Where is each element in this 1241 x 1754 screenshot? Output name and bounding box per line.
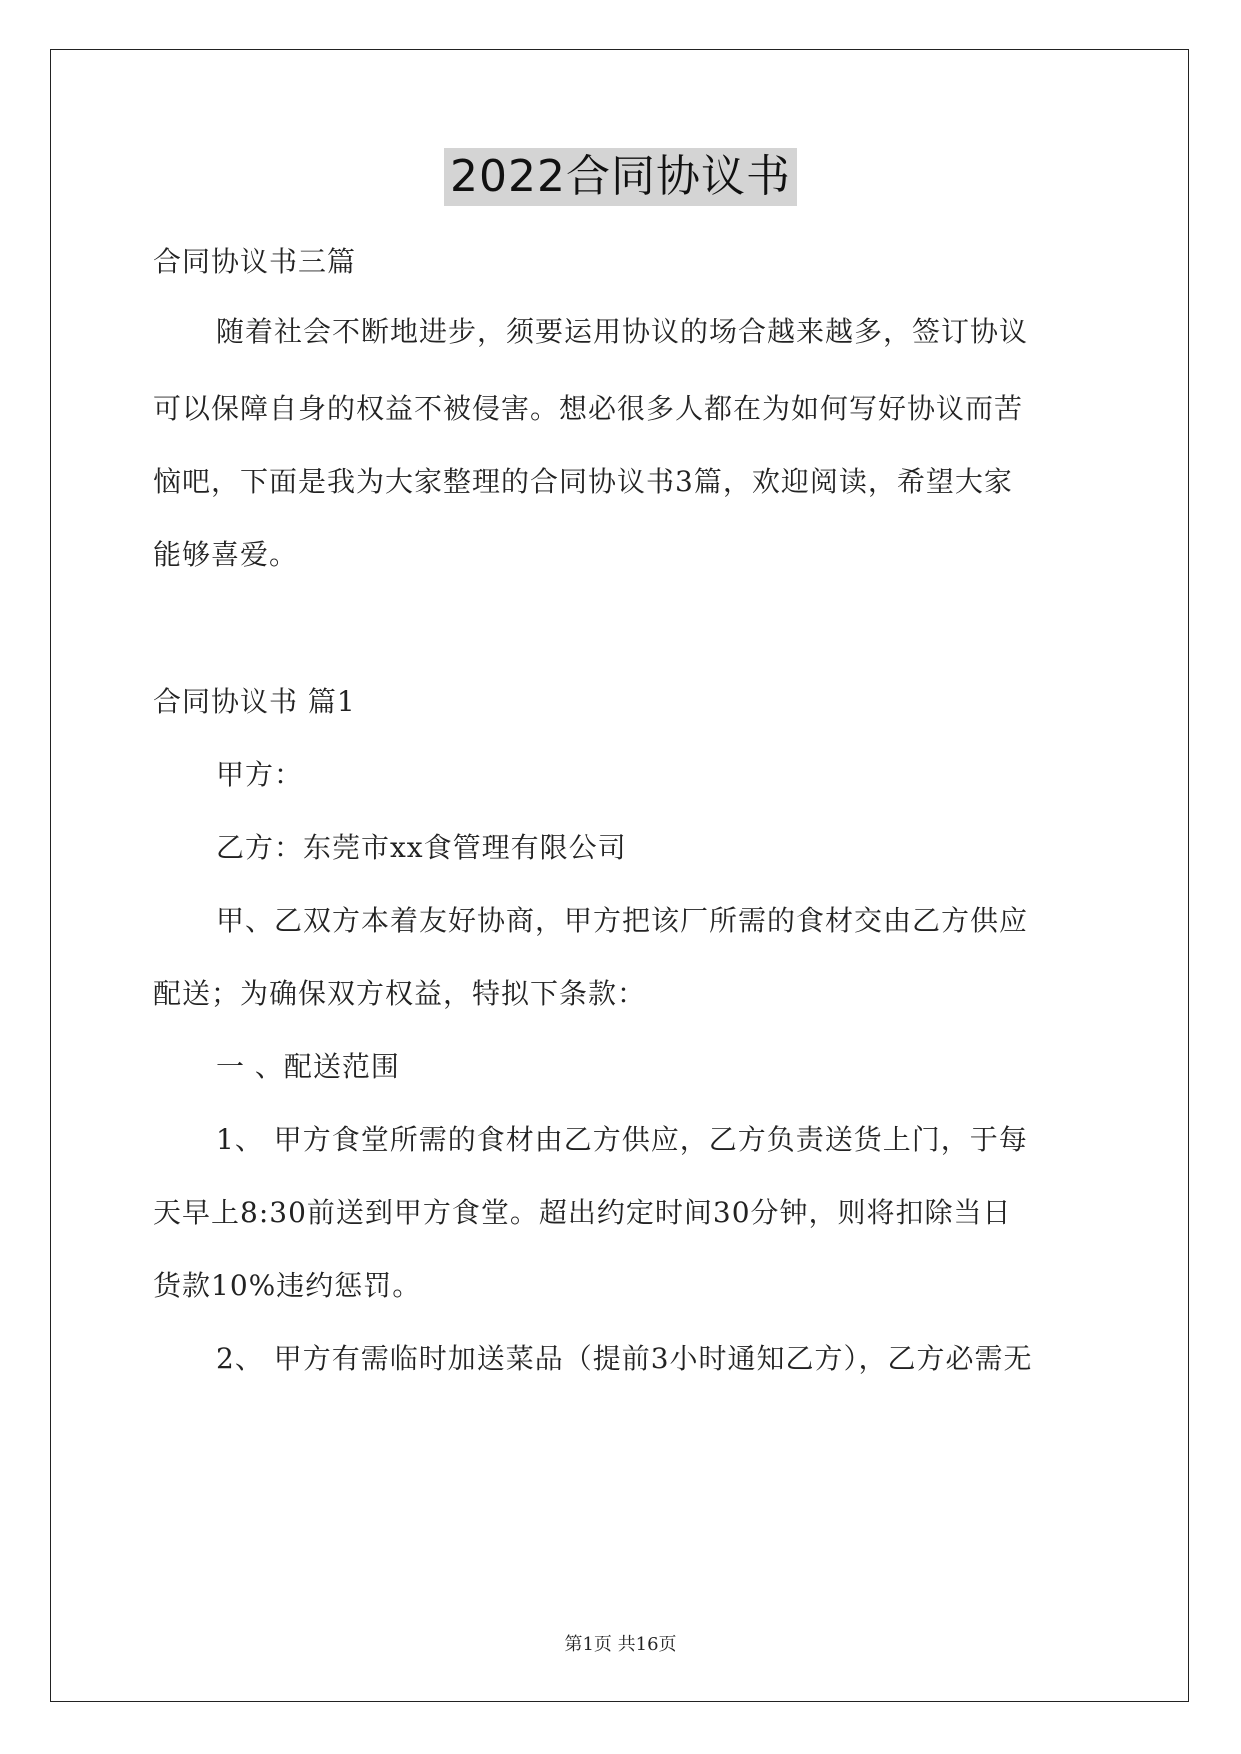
paragraph-line: 能够喜爱。 xyxy=(153,538,299,571)
party-b-line: 乙方：东莞市xx食管理有限公司 xyxy=(216,831,627,864)
paragraph-line: 甲、乙双方本着友好协商，甲方把该厂所需的食材交由乙方供应 xyxy=(216,904,1029,937)
clause-line: 1、 甲方食堂所需的食材由乙方供应，乙方负责送货上门，于每 xyxy=(216,1123,1028,1156)
clause-heading: 一 、配送范围 xyxy=(216,1050,400,1083)
document-title: 2022合同协议书 xyxy=(444,148,797,206)
clause-line: 天早上8:30前送到甲方食堂。超出约定时间30分钟，则将扣除当日 xyxy=(153,1196,1012,1229)
paragraph-line: 恼吧，下面是我为大家整理的合同协议书3篇，欢迎阅读，希望大家 xyxy=(153,465,1013,498)
section-heading: 合同协议书 篇1 xyxy=(153,685,356,718)
clause-line: 2、 甲方有需临时加送菜品（提前3小时通知乙方），乙方必需无 xyxy=(216,1342,1033,1375)
page-border xyxy=(50,49,1189,1702)
paragraph-line: 随着社会不断地进步，须要运用协议的场合越来越多，签订协议 xyxy=(216,315,1029,348)
page-footer: 第1页 共16页 xyxy=(564,1634,677,1655)
clause-line: 货款10%违约惩罚。 xyxy=(153,1269,422,1302)
paragraph-line: 配送；为确保双方权益，特拟下条款： xyxy=(153,977,647,1010)
party-a-line: 甲方： xyxy=(216,758,304,791)
title-container xyxy=(0,148,1241,206)
paragraph-line: 可以保障自身的权益不被侵害。想必很多人都在为如何写好协议而苦 xyxy=(153,392,1024,425)
subtitle-line: 合同协议书三篇 xyxy=(153,245,357,278)
